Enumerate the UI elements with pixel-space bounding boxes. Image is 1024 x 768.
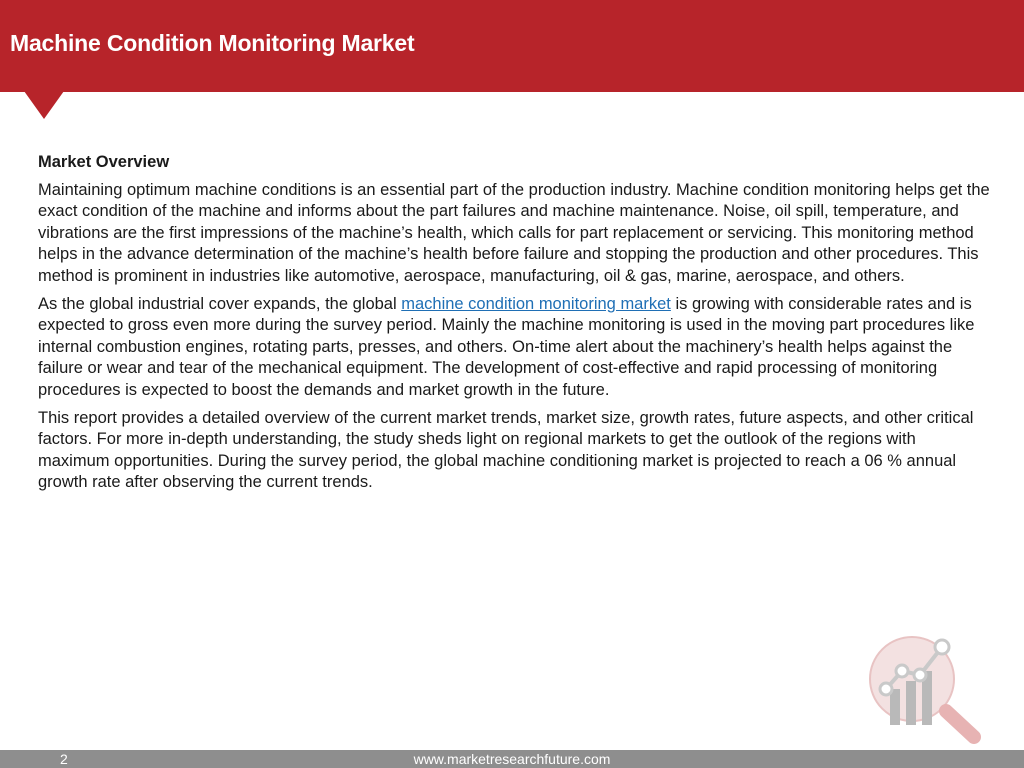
paragraph-text-before-link: As the global industrial cover expands, the global [38,294,402,313]
header-bar [0,0,1024,92]
main-content [38,152,990,500]
page-number: 2 [60,751,68,767]
page-title: Machine Condition Monitoring Market [10,30,415,56]
logo-node-2 [896,665,908,677]
section-heading: Market Overview [38,153,170,171]
paragraph-report-summary: This report provides a detailed overview of the current market trends, market size, growth rates, future aspects, and other critical factors. For more in-depth understanding, the study sheds light on regional markets to get the outlook of the regions with maximum opportunities. During the survey period, the global machine conditioning market is projected to reach a 06 % annual growth rate after observing the current trends. [38,408,974,492]
logo-node-1 [880,683,892,695]
footer-bar [0,750,1024,768]
logo-bar-2 [906,681,916,725]
logo-node-4 [935,640,949,654]
paragraph-overview: Maintaining optimum machine conditions is an essential part of the production industry. Machine condition monitoring helps get the exact condition of the machine and informs about the part failures and machine maintenance. Noise, oil spill, temperature, and vibrations are the first impressions of the machine’s health, which calls for part replacement or servicing. This monitoring method helps in the advance determination of the machine’s health before failure and stopping the production and other procedures. This method is prominent in industries like automotive, aerospace, manufacturing, oil & gas, marine, aerospace, and others. [38,180,990,285]
paragraph-text-after-link: is growing with considerable rates and is expected to gross even more during the survey period. Mainly the machine monitoring is used in the moving part procedures like internal combustion engines, rotating parts, presses, and others. On-time alert about the machinery’s health helps against the failure or wear and tear of the mechanical equipment. The development of cost-effective and rapid processing of monitoring procedures is expected to boost the demands and market growth in the future. [38,294,975,399]
market-report-link[interactable]: machine condition monitoring market [401,294,671,313]
header-notch [24,91,64,119]
logo-node-3 [914,669,926,681]
logo-bar-1 [890,689,900,725]
logo-handle [946,711,974,737]
paragraph-market-growth [38,294,990,402]
footer-url: www.marketresearchfuture.com [413,751,611,767]
magnifier-chart-icon [862,627,994,745]
